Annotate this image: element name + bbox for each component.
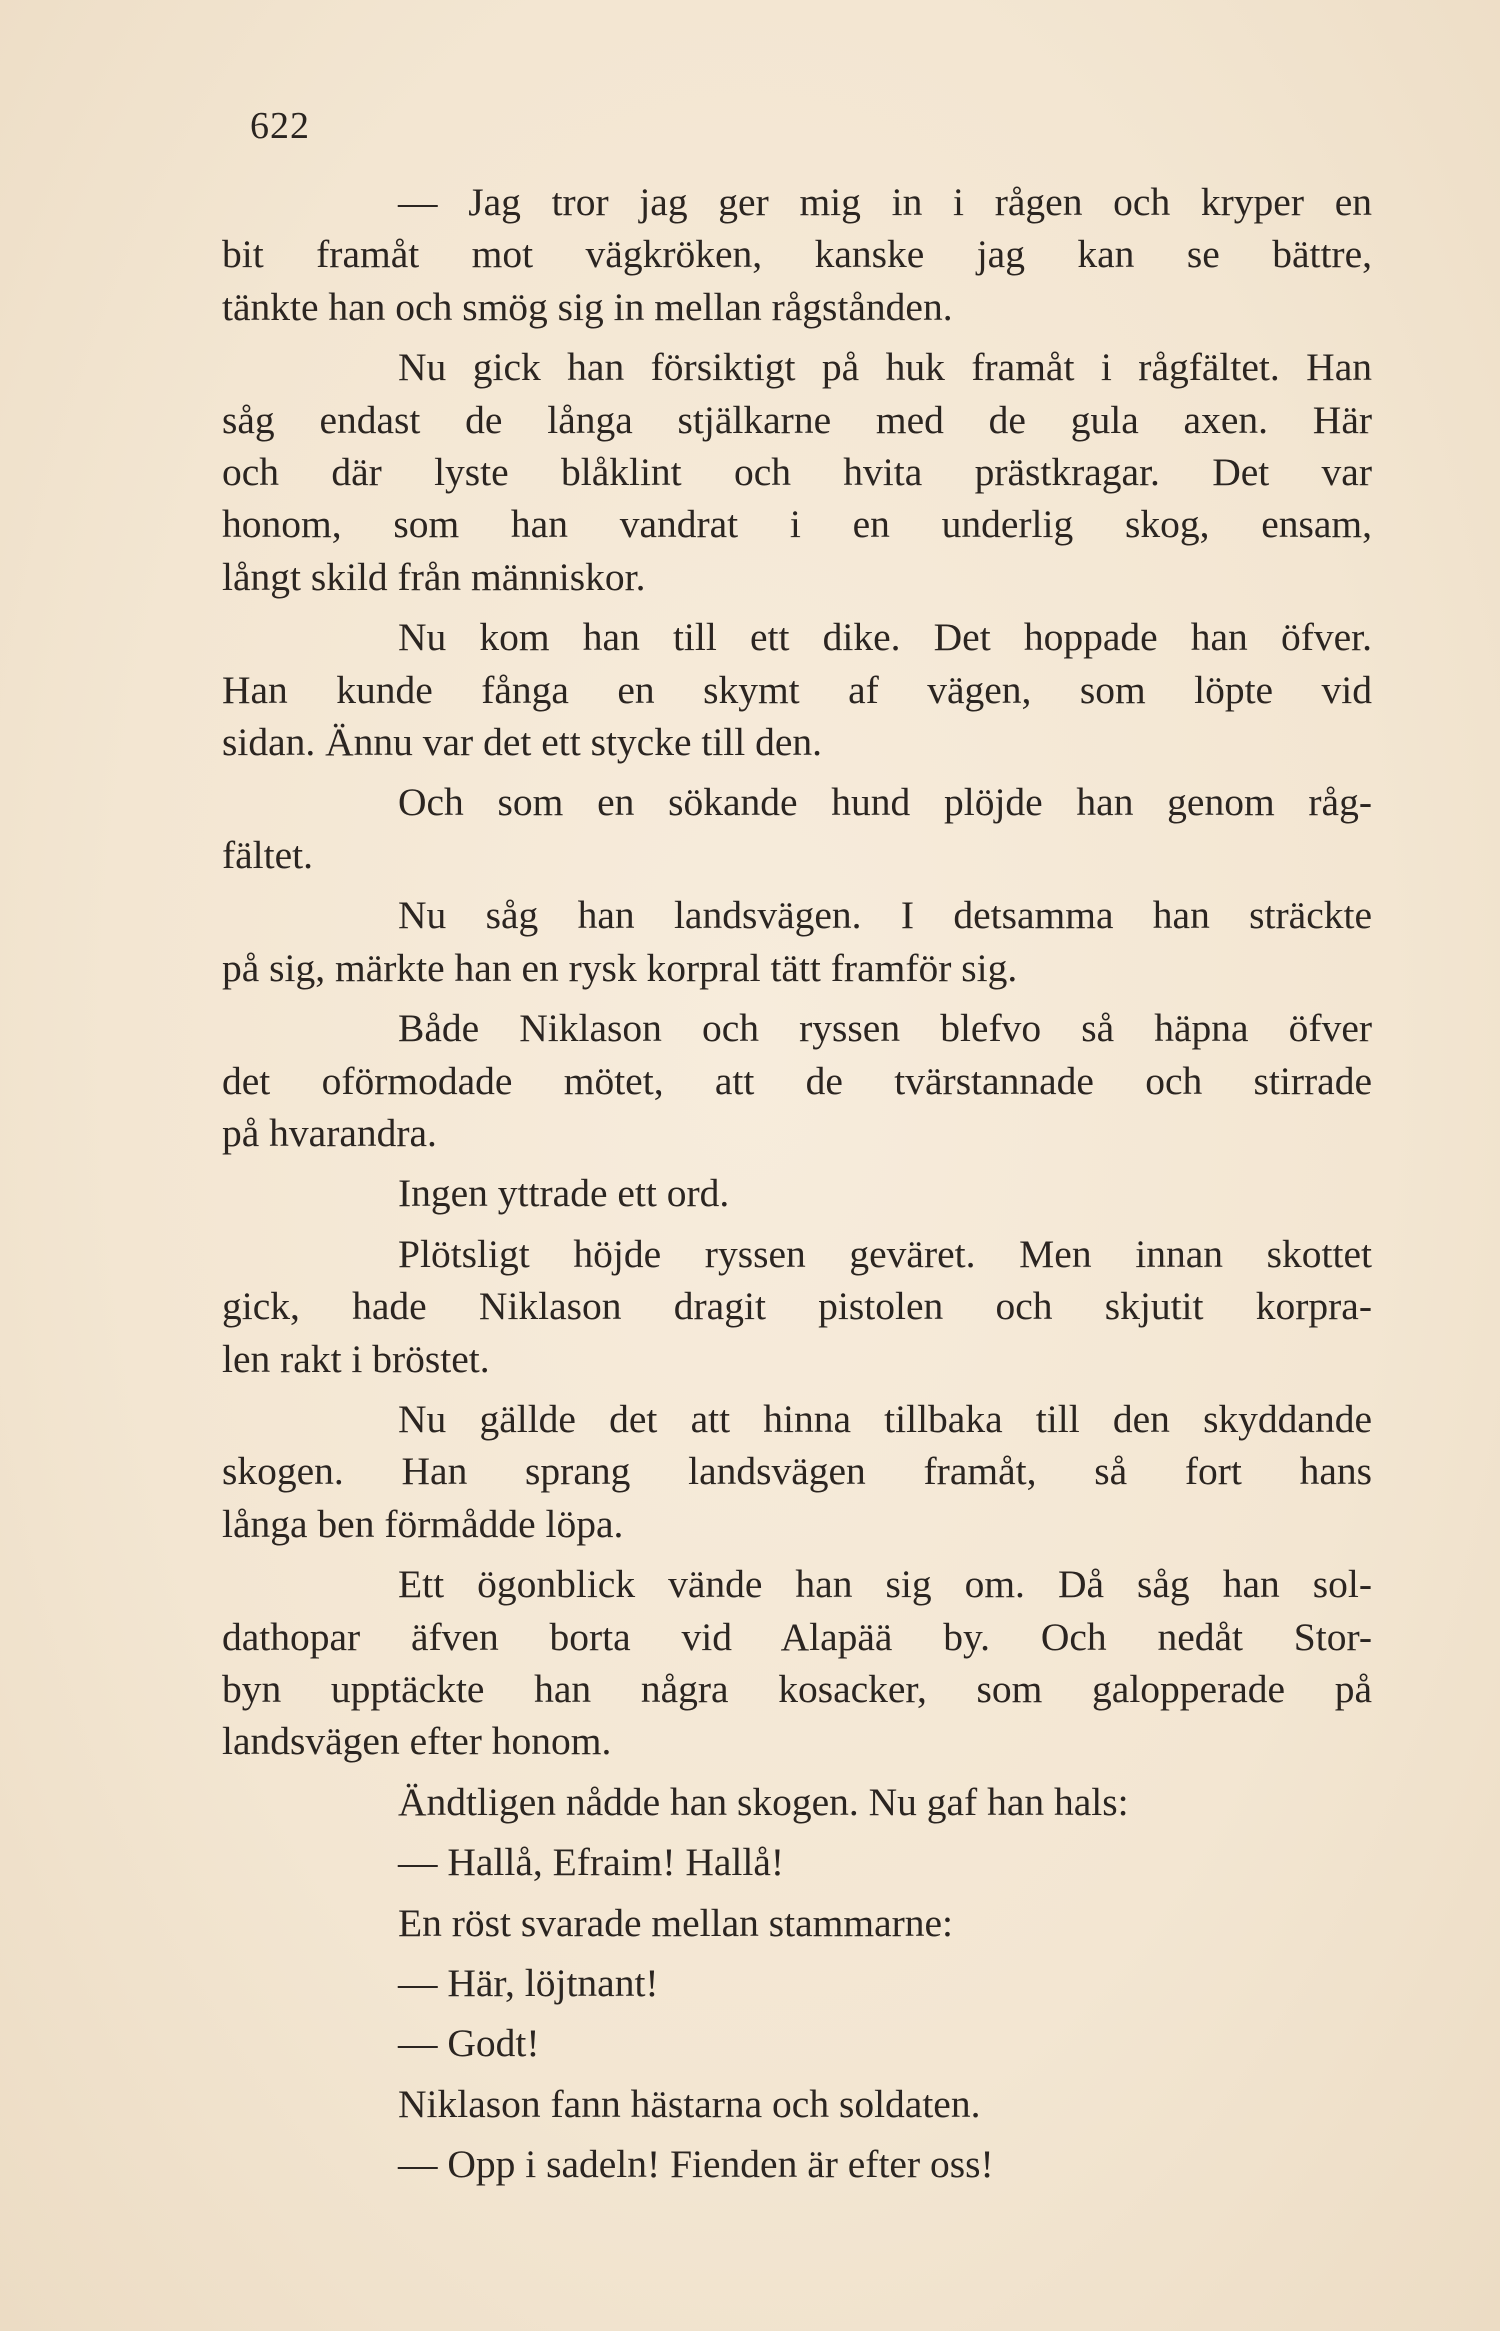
paragraph	[222, 1836, 1372, 1888]
text-body	[222, 176, 1372, 2199]
text-line: på sig, märkte han en rysk korpral tätt framför sig.	[222, 945, 1018, 990]
text-line: Nu gällde det att hinna tillbaka till den skyddande	[398, 1396, 1372, 1441]
paragraph	[222, 1957, 1372, 2009]
paragraph	[222, 2017, 1372, 2069]
text-line: såg endast de långa stjälkarne med de gula axen. Här	[222, 397, 1372, 442]
text-line: — Här, löjtnant!	[398, 1961, 659, 2005]
text-line: — Godt!	[398, 2021, 540, 2066]
paragraph	[222, 1002, 1372, 1159]
text-line: Ändtligen nådde han skogen. Nu gaf han hals:	[398, 1779, 1129, 1824]
text-line: Ett ögonblick vände han sig om. Då såg han sol-	[398, 1562, 1372, 1607]
text-line: En röst svarade mellan stammarne:	[398, 1900, 954, 1945]
text-line: tänkte han och smög sig in mellan rågstånden.	[222, 284, 953, 329]
text-line: landsvägen efter honom.	[222, 1719, 612, 1764]
text-line: bit framåt mot vägkröken, kanske jag kan se bättre,	[222, 232, 1372, 277]
paragraph	[222, 176, 1372, 333]
text-line: honom, som han vandrat i en underlig skog, ensam,	[222, 502, 1372, 547]
text-line: byn upptäckte han några kosacker, som galopperade på	[222, 1666, 1372, 1711]
text-line: Och som en sökande hund plöjde han genom råg-	[398, 780, 1372, 825]
text-line: Niklason fann hästarna och soldaten.	[398, 2081, 981, 2126]
text-line: gick, hade Niklason dragit pistolen och skjutit korpra-	[222, 1284, 1372, 1329]
text-line: Plötsligt höjde ryssen geväret. Men innan skottet	[398, 1231, 1372, 1276]
paragraph	[222, 1393, 1372, 1550]
text-line: len rakt i bröstet.	[222, 1336, 490, 1381]
page-number: 622	[250, 105, 310, 147]
text-line: sidan. Ännu var det ett stycke till den.	[222, 720, 823, 765]
text-line: och där lyste blåklint och hvita prästkragar. Det var	[222, 450, 1372, 495]
text-line: fältet.	[222, 832, 314, 877]
text-line: Han kunde fånga en skymt af vägen, som löpte vid	[222, 667, 1372, 712]
text-line: — Jag tror jag ger mig in i rågen och kryper en	[398, 180, 1372, 224]
paragraph	[222, 1776, 1372, 1828]
paragraph	[222, 1167, 1372, 1219]
paragraph	[222, 1558, 1372, 1768]
paragraph	[222, 611, 1372, 768]
paragraph	[222, 889, 1372, 994]
paragraph	[222, 1897, 1372, 1949]
text-line: Nu gick han försiktigt på huk framåt i rågfältet. Han	[398, 345, 1372, 390]
text-line: det oförmodade mötet, att de tvärstannade och stirrade	[222, 1058, 1372, 1103]
text-line: dathopar äfven borta vid Alapää by. Och nedåt Stor-	[222, 1614, 1372, 1659]
paragraph	[222, 2138, 1372, 2190]
text-line: — Opp i sadeln! Fienden är efter oss!	[398, 2142, 994, 2187]
paragraph	[222, 341, 1372, 603]
text-line: Nu såg han landsvägen. I detsamma han sträckte	[398, 893, 1372, 938]
paragraph	[222, 776, 1372, 881]
text-line: på hvarandra.	[222, 1110, 437, 1155]
text-line: Ingen yttrade ett ord.	[398, 1171, 730, 1216]
text-line: — Hallå, Efraim! Hallå!	[398, 1840, 785, 1885]
text-line: långa ben förmådde löpa.	[222, 1501, 624, 1546]
text-line: långt skild från människor.	[222, 554, 646, 599]
text-line: Nu kom han till ett dike. Det hoppade han öfver.	[398, 615, 1372, 660]
paragraph	[222, 1228, 1372, 1385]
text-line: Både Niklason och ryssen blefvo så häpna öfver	[398, 1006, 1372, 1051]
text-line: skogen. Han sprang landsvägen framåt, så fort hans	[222, 1449, 1372, 1494]
paragraph	[222, 2078, 1372, 2130]
